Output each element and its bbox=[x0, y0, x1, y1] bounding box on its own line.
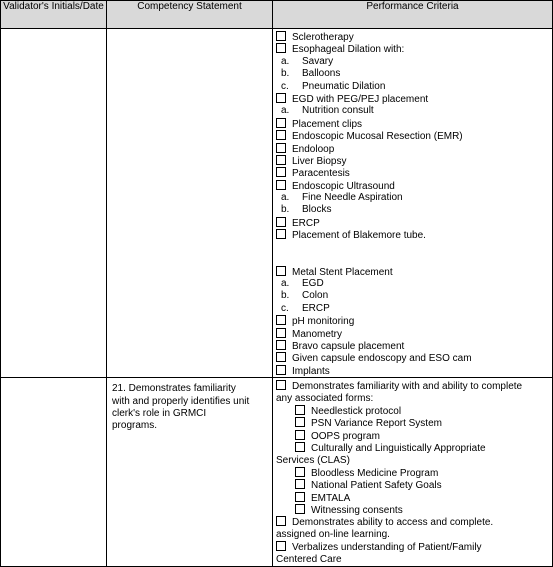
criteria-text: Witnessing consents bbox=[311, 505, 403, 517]
competency-cell-row2 bbox=[107, 378, 273, 567]
subitem-letter: a. bbox=[281, 105, 290, 117]
criteria-header-label: Performance Criteria bbox=[366, 1, 459, 12]
criteria-text: EMTALA bbox=[311, 492, 351, 504]
criteria-text: Fine Needle Aspiration bbox=[302, 192, 403, 204]
spacer bbox=[276, 242, 549, 266]
criteria-text: Given capsule endoscopy and ESO cam bbox=[292, 353, 472, 365]
criteria-item bbox=[276, 405, 549, 417]
criteria-item-continuation bbox=[276, 393, 549, 405]
subitem-letter: a. bbox=[281, 55, 290, 67]
criteria-item bbox=[276, 365, 549, 377]
criteria-item bbox=[276, 430, 549, 442]
criteria-item bbox=[276, 118, 549, 130]
criteria-list-row2 bbox=[273, 378, 552, 566]
criteria-text: Placement clips bbox=[292, 118, 363, 130]
subitem-letter: b. bbox=[281, 68, 290, 80]
criteria-text: OOPS program bbox=[311, 430, 380, 442]
checkbox[interactable] bbox=[276, 315, 286, 325]
criteria-text: pH monitoring bbox=[292, 316, 355, 328]
criteria-item bbox=[276, 541, 549, 553]
criteria-item-continuation bbox=[276, 455, 549, 467]
criteria-item bbox=[276, 352, 549, 364]
criteria-text: EGD bbox=[302, 278, 324, 290]
criteria-item bbox=[276, 442, 549, 454]
criteria-text: Centered Care bbox=[276, 553, 342, 565]
checkbox[interactable] bbox=[295, 492, 305, 502]
criteria-text: Manometry bbox=[292, 328, 343, 340]
checkbox[interactable] bbox=[276, 229, 286, 239]
criteria-text: Implants bbox=[292, 365, 330, 377]
criteria-subitem bbox=[276, 290, 549, 302]
criteria-item bbox=[276, 167, 549, 179]
criteria-text: Pneumatic Dilation bbox=[302, 80, 386, 92]
checkbox[interactable] bbox=[276, 155, 286, 165]
checkbox[interactable] bbox=[276, 180, 286, 190]
criteria-text: Needlestick protocol bbox=[311, 405, 402, 417]
subitem-letter: a. bbox=[281, 278, 290, 290]
competency-line: clerk's role in GRMCI bbox=[112, 407, 207, 419]
checkbox[interactable] bbox=[276, 93, 286, 103]
criteria-text: Nutrition consult bbox=[302, 105, 374, 117]
checkbox[interactable] bbox=[295, 405, 305, 415]
checkbox[interactable] bbox=[276, 340, 286, 350]
criteria-item bbox=[276, 380, 549, 392]
checkbox[interactable] bbox=[276, 217, 286, 227]
criteria-item bbox=[276, 467, 549, 479]
criteria-text: Placement of Blakemore tube. bbox=[292, 230, 426, 242]
criteria-text: PSN Variance Report System bbox=[311, 418, 442, 430]
criteria-text: Bloodless Medicine Program bbox=[311, 467, 439, 479]
checkbox[interactable] bbox=[276, 516, 286, 526]
validator-cell-row2[interactable] bbox=[1, 378, 107, 567]
criteria-text: assigned on-line learning. bbox=[276, 528, 390, 540]
checkbox[interactable] bbox=[276, 130, 286, 140]
checkbox[interactable] bbox=[276, 380, 286, 390]
criteria-item bbox=[276, 155, 549, 167]
criteria-item bbox=[276, 340, 549, 352]
criteria-text: Culturally and Linguistically Appropriate bbox=[311, 443, 486, 455]
header-row bbox=[1, 1, 553, 29]
criteria-text: National Patient Safety Goals bbox=[311, 480, 442, 492]
checkbox[interactable] bbox=[276, 352, 286, 362]
competency-line: 21. Demonstrates familiarity bbox=[112, 383, 236, 395]
checkbox[interactable] bbox=[295, 504, 305, 514]
checkbox[interactable] bbox=[276, 541, 286, 551]
criteria-item-continuation bbox=[276, 529, 549, 541]
criteria-text: ERCP bbox=[302, 302, 330, 314]
criteria-item bbox=[276, 43, 549, 55]
criteria-item bbox=[276, 479, 549, 491]
criteria-text: Savary bbox=[302, 55, 334, 67]
procedures-row bbox=[1, 29, 553, 378]
competency-header-label: Competency Statement bbox=[137, 1, 242, 12]
subitem-letter: b. bbox=[281, 290, 290, 302]
competency-statement-21 bbox=[107, 378, 272, 433]
criteria-text: Esophageal Dilation with: bbox=[292, 44, 405, 56]
criteria-list-row1 bbox=[273, 29, 552, 377]
criteria-item-continuation bbox=[276, 554, 549, 566]
criteria-text: EGD with PEG/PEJ placement bbox=[292, 93, 429, 105]
criteria-text: any associated forms: bbox=[276, 392, 374, 404]
criteria-subitem bbox=[276, 204, 549, 216]
criteria-subitem bbox=[276, 192, 549, 204]
criteria-text: Paracentesis bbox=[292, 168, 350, 180]
criteria-item bbox=[276, 328, 549, 340]
criteria-text: Blocks bbox=[302, 204, 332, 216]
criteria-text: Metal Stent Placement bbox=[292, 266, 393, 278]
checkbox[interactable] bbox=[276, 167, 286, 177]
criteria-text: Endoscopic Mucosal Resection (EMR) bbox=[292, 131, 463, 143]
criteria-item bbox=[276, 504, 549, 516]
checkbox[interactable] bbox=[295, 417, 305, 427]
criteria-item bbox=[276, 417, 549, 429]
criteria-item bbox=[276, 492, 549, 504]
criteria-item bbox=[276, 31, 549, 43]
criteria-text: Liver Biopsy bbox=[292, 155, 347, 167]
checkbox[interactable] bbox=[276, 328, 286, 338]
competency-line: with and properly identifies unit bbox=[112, 395, 250, 407]
programs-row bbox=[1, 378, 553, 567]
competency-column-header bbox=[107, 1, 273, 29]
criteria-text: Verbalizes understanding of Patient/Family bbox=[292, 542, 482, 554]
validator-header-label: Validator's Initials/Date bbox=[3, 1, 104, 12]
criteria-text: Colon bbox=[302, 290, 329, 302]
criteria-subitem bbox=[276, 68, 549, 80]
criteria-subitem bbox=[276, 56, 549, 68]
criteria-text: Demonstrates ability to access and complete. bbox=[292, 517, 494, 529]
criteria-text: ERCP bbox=[292, 217, 320, 229]
criteria-item bbox=[276, 217, 549, 229]
criteria-subitem bbox=[276, 105, 549, 117]
checkbox[interactable] bbox=[276, 43, 286, 53]
criteria-subitem bbox=[276, 278, 549, 290]
criteria-text: Sclerotherapy bbox=[292, 32, 354, 43]
criteria-subitem bbox=[276, 303, 549, 315]
criteria-cell-row1 bbox=[273, 29, 553, 378]
checkbox[interactable] bbox=[276, 118, 286, 128]
checkbox[interactable] bbox=[276, 31, 286, 41]
criteria-text: Bravo capsule placement bbox=[292, 340, 405, 352]
checkbox[interactable] bbox=[295, 479, 305, 489]
criteria-item bbox=[276, 143, 549, 155]
criteria-column-header bbox=[273, 1, 553, 29]
competency-cell-row1 bbox=[107, 29, 273, 378]
criteria-text: Services (CLAS) bbox=[276, 454, 350, 466]
checkbox[interactable] bbox=[276, 365, 286, 375]
criteria-text: Endoscopic Ultrasound bbox=[292, 180, 395, 192]
subitem-letter: c. bbox=[281, 302, 289, 314]
subitem-letter: a. bbox=[281, 192, 290, 204]
competency-line: programs. bbox=[112, 420, 158, 432]
checkbox[interactable] bbox=[276, 143, 286, 153]
criteria-subitem bbox=[276, 81, 549, 93]
criteria-text: Endoloop bbox=[292, 143, 335, 155]
subitem-letter: b. bbox=[281, 204, 290, 216]
criteria-item bbox=[276, 266, 549, 278]
checkbox[interactable] bbox=[295, 430, 305, 440]
criteria-text: Balloons bbox=[302, 68, 341, 80]
criteria-text: Demonstrates familiarity with and ability to complete bbox=[292, 381, 523, 393]
criteria-item bbox=[276, 93, 549, 105]
checkbox[interactable] bbox=[276, 266, 286, 276]
criteria-item bbox=[276, 130, 549, 142]
criteria-item bbox=[276, 516, 549, 528]
subitem-letter: c. bbox=[281, 80, 289, 92]
checkbox[interactable] bbox=[295, 442, 305, 452]
validator-cell-row1[interactable] bbox=[1, 29, 107, 378]
criteria-item bbox=[276, 315, 549, 327]
checkbox[interactable] bbox=[295, 467, 305, 477]
criteria-item bbox=[276, 229, 549, 241]
criteria-item bbox=[276, 180, 549, 192]
criteria-cell-row2 bbox=[273, 378, 553, 567]
validator-column-header bbox=[1, 1, 107, 29]
